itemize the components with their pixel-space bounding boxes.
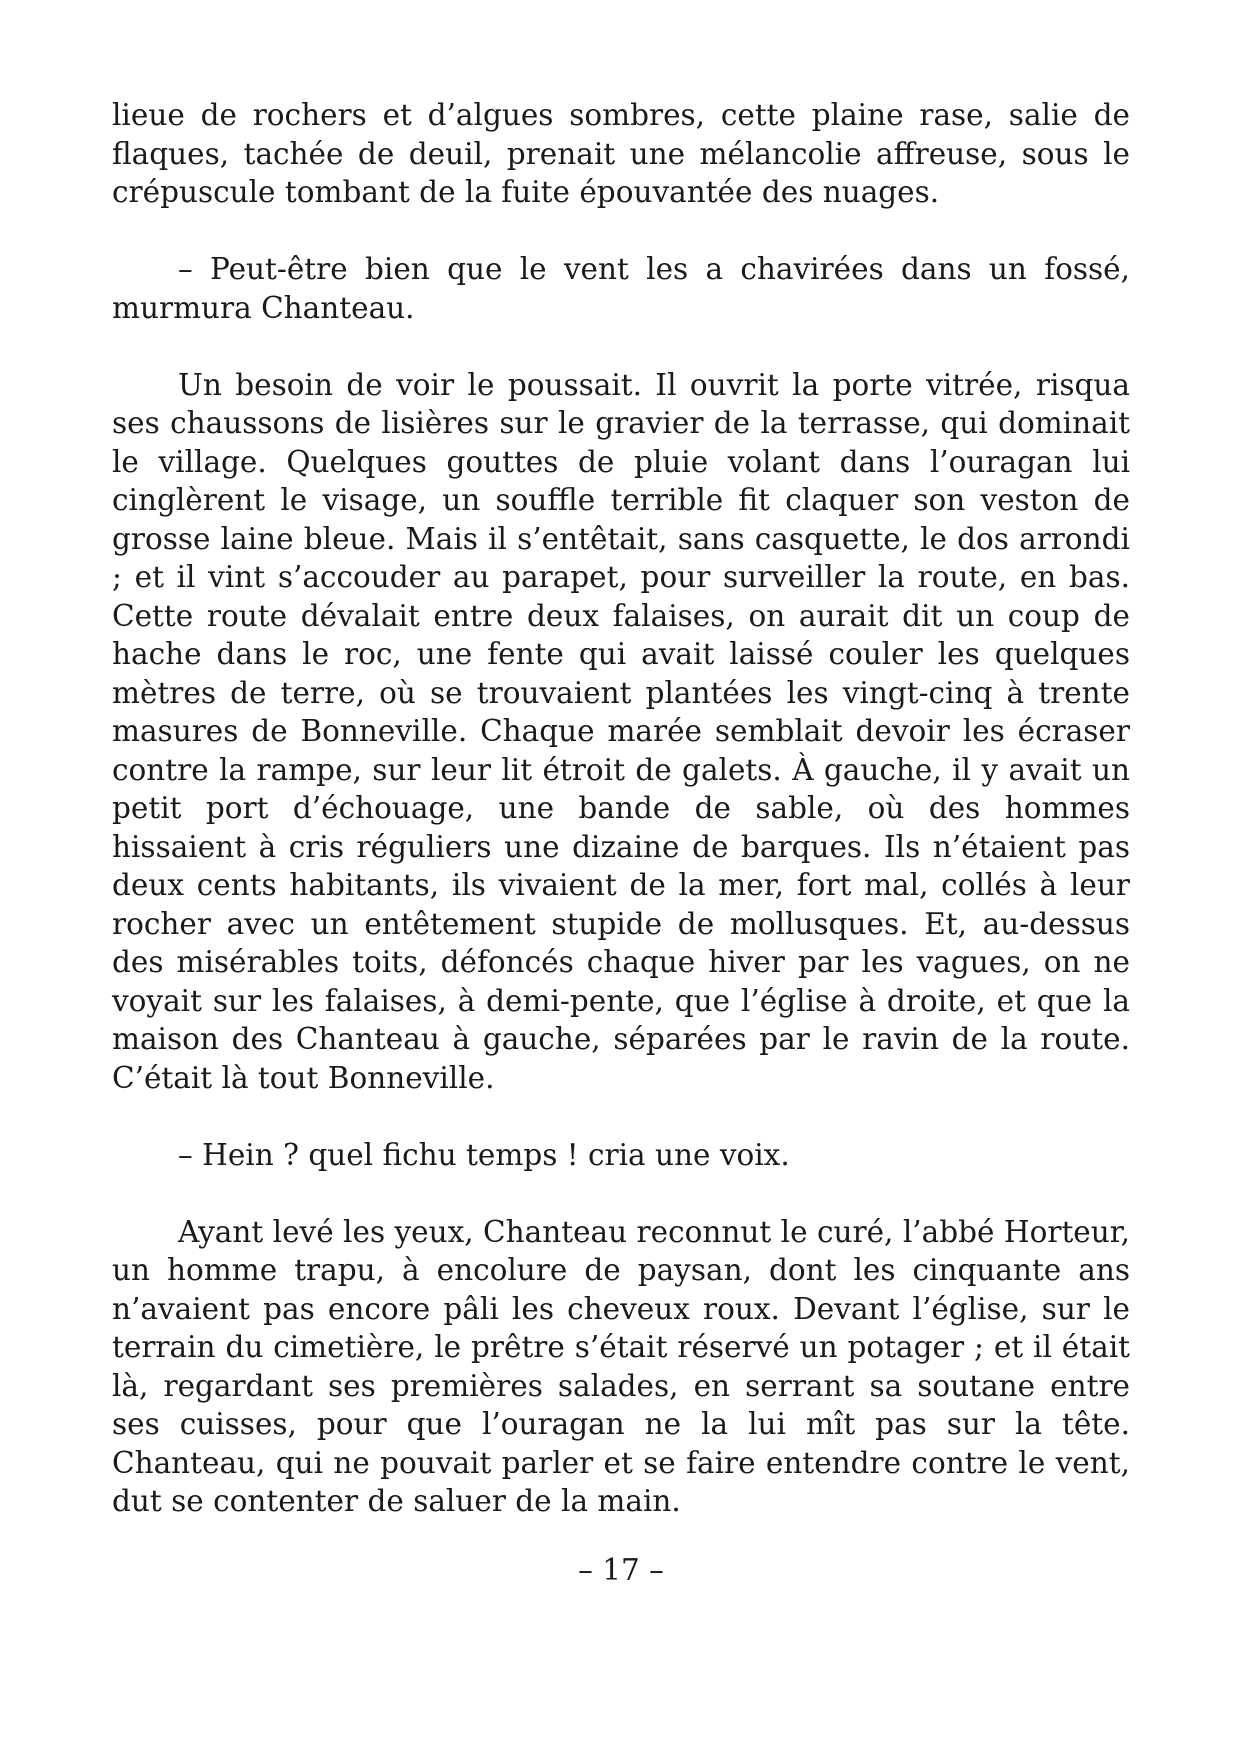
page-number: – 17 –	[578, 1553, 664, 1587]
paragraph-bonneville-description: Un besoin de voir le poussait. Il ouvrit la porte vitrée, risqua ses chaussons de lisières sur le gravier de la terrasse, qui dominait le village. Quelques gouttes de pluie volant dans l’ouragan lui cinglèrent le visage, un souffle terrible fit claquer son veston de grosse laine bleue. Mais il s’entêtait, sans casquette, le dos arrondi ; et il vint s’accouder au parapet, pour surveiller la route, en bas. Cette route dévalait entre deux falaises, on aurait dit un coup de hache dans le roc, une fente qui avait laissé couler les quelques mètres de terre, où se trouvaient plantées les vingt-cinq à trente masures de Bonneville. Chaque marée semblait devoir les écraser contre la rampe, sur leur lit étroit de galets. À gauche, il y avait un petit port d’échouage, une bande de sable, où des hommes hissaient à cris réguliers une dizaine de barques. Ils n’étaient pas deux cents habitants, ils vivaient de la mer, fort mal, collés à leur rocher avec un entêtement stupide de mollusques. Et, au-dessus des misérables toits, défoncés chaque hiver par les vagues, on ne voyait sur les falaises, à demi-pente, que l’église à droite, et que la maison des Chanteau à gauche, séparées par le ravin de la route. C’était là tout Bonneville.	[112, 367, 1130, 1095]
paragraph-abbe-horteur: Ayant levé les yeux, Chanteau reconnut le curé, l’abbé Horteur, un homme trapu, à encolure de paysan, dont les cinquante ans n’avaient pas encore pâli les cheveux roux. Devant l’église, sur le terrain du cimetière, le prêtre s’était réservé un potager ; et il était là, regardant ses premières salades, en serrant sa soutane entre ses cuisses, pour que l’ouragan ne la lui mît pas sur la tête. Chanteau, qui ne pouvait parler et se faire entendre contre le vent, dut se contenter de saluer de la main.	[112, 1214, 1130, 1518]
paragraph-dialogue-voice: – Hein ? quel fichu temps ! cria une voix.	[178, 1137, 790, 1172]
paragraph-dialogue-chanteau: – Peut-être bien que le vent les a chavirées dans un fossé, murmura Chanteau.	[112, 252, 1130, 325]
paragraph-continuation: lieue de rochers et d’algues sombres, cette plaine rase, salie de flaques, tachée de deuil, prenait une mélancolie affreuse, sous le crépuscule tombant de la fuite épouvantée des nuages.	[112, 98, 1130, 209]
page-body	[112, 96, 1130, 1559]
